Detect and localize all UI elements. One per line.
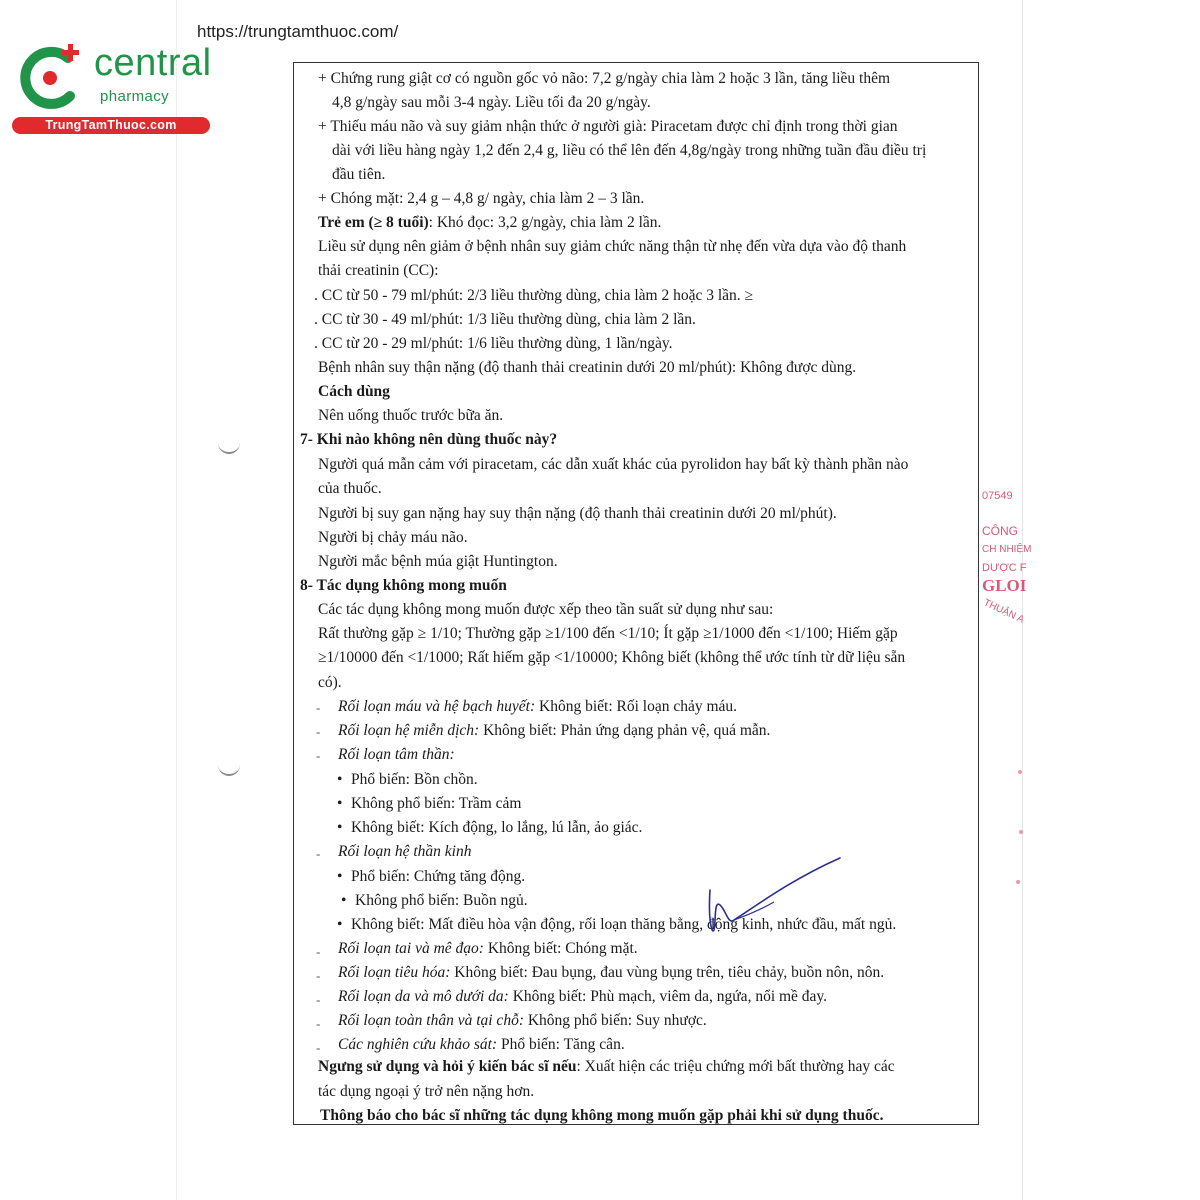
company-stamp xyxy=(978,488,1032,638)
stamp-text: THUẬN A xyxy=(981,597,1026,626)
side-effect-category: Rối loạn hệ miễn dịch: xyxy=(338,722,480,739)
page-edge-left xyxy=(176,0,177,1200)
section-8-heading: 8- Tác dụng không mong muốn xyxy=(300,577,507,594)
doc-line: đầu tiên. xyxy=(332,166,386,183)
side-effect-subitem: Không biết: Kích động, lo lắng, lú lẫn, ảo giác. xyxy=(351,819,643,836)
doc-line: Người mắc bệnh múa giật Huntington. xyxy=(318,553,558,570)
list-dash: - xyxy=(316,944,321,959)
doc-line xyxy=(318,213,661,233)
bullet-dot: • xyxy=(337,916,343,933)
side-effect-text: Không biết: Phản ứng dạng phản vệ, quá mẫn. xyxy=(479,722,771,739)
logo-subtitle: pharmacy xyxy=(100,88,170,105)
handwritten-signature xyxy=(690,850,850,940)
side-effect-text: Không biết: Phù mạch, viêm da, ngứa, nổi mề đay. xyxy=(508,988,828,1005)
doc-line: Các tác dụng không mong muốn được xếp theo tần suất sử dụng như sau: xyxy=(318,601,774,618)
stamp-text: 07549 xyxy=(982,490,1013,502)
list-dash: - xyxy=(316,846,321,861)
list-dash: - xyxy=(316,700,321,715)
stamp-speck xyxy=(1016,880,1020,884)
doc-line: Liều sử dụng nên giảm ở bệnh nhân suy giảm chức năng thận từ nhẹ đến vừa dựa vào độ thanh xyxy=(318,238,907,255)
doc-line: 4,8 g/ngày sau mỗi 3-4 ngày. Liều tối đa 20 g/ngày. xyxy=(332,94,651,111)
doc-line: tác dụng ngoại ý trở nên nặng hơn. xyxy=(318,1083,535,1100)
side-effect-subitem: Phổ biến: Chứng tăng động. xyxy=(351,868,526,885)
list-dash: - xyxy=(316,1040,321,1055)
doc-line: . CC từ 30 - 49 ml/phút: 1/3 liều thường dùng, chia làm 2 lần. xyxy=(314,311,696,328)
side-effect-category: Rối loạn toàn thân và tại chỗ: xyxy=(338,1012,524,1029)
section-7-heading: 7- Khi nào không nên dùng thuốc này? xyxy=(300,431,558,448)
doc-line: Người bị chảy máu não. xyxy=(318,529,468,546)
side-effect-category: Rối loạn hệ thần kinh xyxy=(338,843,472,860)
side-effect-category: Rối loạn da và mô dưới da: xyxy=(338,988,509,1005)
side-effect-item xyxy=(338,697,737,717)
punch-hole xyxy=(218,762,240,776)
doc-line: có). xyxy=(318,674,342,691)
bullet-dot: • xyxy=(337,819,343,836)
side-effect-subitem: Không phổ biến: Trầm cảm xyxy=(351,795,522,812)
stamp-text: GLOI xyxy=(982,576,1027,595)
list-dash: - xyxy=(316,992,321,1007)
stamp-text: CH NHIỆM xyxy=(982,544,1032,555)
doc-line: Người bị suy gan nặng hay suy thận nặng (độ thanh thải creatinin dưới 20 ml/phút). xyxy=(318,505,837,522)
logo-site-badge: TrungTamThuoc.com xyxy=(12,117,210,134)
punch-hole xyxy=(218,440,240,454)
doc-line: của thuốc. xyxy=(318,480,382,497)
children-dose-text: : Khó đọc: 3,2 g/ngày, chia làm 2 lần. xyxy=(428,214,662,231)
side-effect-text: Không biết: Đau bụng, đau vùng bụng trên, tiêu chảy, buồn nôn, nôn. xyxy=(450,964,885,981)
stop-use-text: : Xuất hiện các triệu chứng mới bất thường hay các xyxy=(576,1058,895,1075)
side-effect-text: Phổ biến: Tăng cân. xyxy=(497,1036,625,1053)
notify-doctor-line: Thông báo cho bác sĩ những tác dụng không mong muốn gặp phải khi sử dụng thuốc. xyxy=(320,1107,884,1124)
stamp-text: CÔNG xyxy=(982,524,1018,538)
logo-c-icon xyxy=(10,38,90,118)
source-url[interactable]: https://trungtamthuoc.com/ xyxy=(197,22,399,41)
bullet-dot: • xyxy=(337,868,343,885)
doc-line: + Chóng mặt: 2,4 g – 4,8 g/ ngày, chia làm 2 – 3 lần. xyxy=(318,190,645,207)
list-dash: - xyxy=(316,748,321,763)
stamp-speck xyxy=(1018,770,1022,774)
doc-line: dài với liều hàng ngày 1,2 đến 2,4 g, liều có thể lên đến 4,8g/ngày trong những tuần đầu điều trị xyxy=(332,142,927,159)
side-effect-category: Các nghiên cứu khảo sát: xyxy=(338,1036,498,1053)
side-effect-category: Rối loạn tâm thần: xyxy=(338,746,455,763)
stamp-speck xyxy=(1019,830,1023,834)
side-effect-text: Không phổ biến: Suy nhược. xyxy=(523,1012,707,1029)
side-effect-category: Rối loạn máu và hệ bạch huyết: xyxy=(338,698,536,715)
side-effect-subitem: Không biết: Mất điều hòa vận động, rối loạn thăng bằng, động kinh, nhức đầu, mất ngủ. xyxy=(351,916,897,933)
doc-line: + Chứng rung giật cơ có nguồn gốc vỏ não: 7,2 g/ngày chia làm 2 hoặc 3 lần, tăng liều thêm xyxy=(318,70,891,87)
bullet-dot: • xyxy=(341,892,347,909)
doc-line: ≥1/10000 đến <1/1000; Rất hiếm gặp <1/10000; Không biết (không thể ước tính từ dữ liệu sẵn xyxy=(318,649,906,666)
list-dash: - xyxy=(316,724,321,739)
doc-line: + Thiếu máu não và suy giảm nhận thức ở người già: Piracetam được chỉ định trong thời gian xyxy=(318,118,898,135)
side-effect-item xyxy=(338,1035,625,1055)
logo-brand: central xyxy=(94,42,212,84)
side-effect-item xyxy=(338,721,770,741)
doc-line: Nên uống thuốc trước bữa ăn. xyxy=(318,407,504,424)
side-effect-item xyxy=(338,1011,707,1031)
list-dash: - xyxy=(316,968,321,983)
side-effect-category: Rối loạn tiêu hóa: xyxy=(338,964,451,981)
side-effect-text: Không biết: Chóng mặt. xyxy=(483,940,638,957)
doc-line: Bệnh nhân suy thận nặng (độ thanh thải creatinin dưới 20 ml/phút): Không được dùng. xyxy=(318,359,857,376)
doc-line xyxy=(318,1057,895,1077)
stop-use-heading: Ngưng sử dụng và hỏi ý kiến bác sĩ nếu xyxy=(318,1058,577,1075)
list-dash: - xyxy=(316,1016,321,1031)
side-effect-item xyxy=(338,963,884,983)
doc-line: Rất thường gặp ≥ 1/10; Thường gặp ≥1/100 đến <1/10; Ít gặp ≥1/1000 đến <1/100; Hiếm gặp xyxy=(318,625,898,642)
doc-line: Người quá mẫn cảm với piracetam, các dẫn xuất khác của pyrolidon hay bất kỳ thành phần nào xyxy=(318,456,909,473)
side-effect-text: Không biết: Rối loạn chảy máu. xyxy=(535,698,738,715)
stamp-text: DƯỢC F xyxy=(982,562,1027,574)
central-pharmacy-logo[interactable] xyxy=(10,38,215,138)
bullet-dot: • xyxy=(337,795,343,812)
side-effect-category: Rối loạn tai và mê đạo: xyxy=(338,940,484,957)
doc-line: thải creatinin (CC): xyxy=(318,262,439,279)
side-effect-subitem: Phổ biến: Bồn chồn. xyxy=(351,771,478,788)
usage-heading: Cách dùng xyxy=(318,383,390,400)
side-effect-item xyxy=(338,987,827,1007)
children-dose-heading: Trẻ em (≥ 8 tuổi) xyxy=(318,214,429,231)
side-effect-item xyxy=(338,939,638,959)
side-effect-subitem: Không phổ biến: Buồn ngủ. xyxy=(355,892,528,909)
bullet-dot: • xyxy=(337,771,343,788)
doc-line: . CC từ 20 - 29 ml/phút: 1/6 liều thường dùng, 1 lần/ngày. xyxy=(314,335,673,352)
doc-line: . CC từ 50 - 79 ml/phút: 2/3 liều thường dùng, chia làm 2 hoặc 3 lần. ≥ xyxy=(314,287,754,304)
